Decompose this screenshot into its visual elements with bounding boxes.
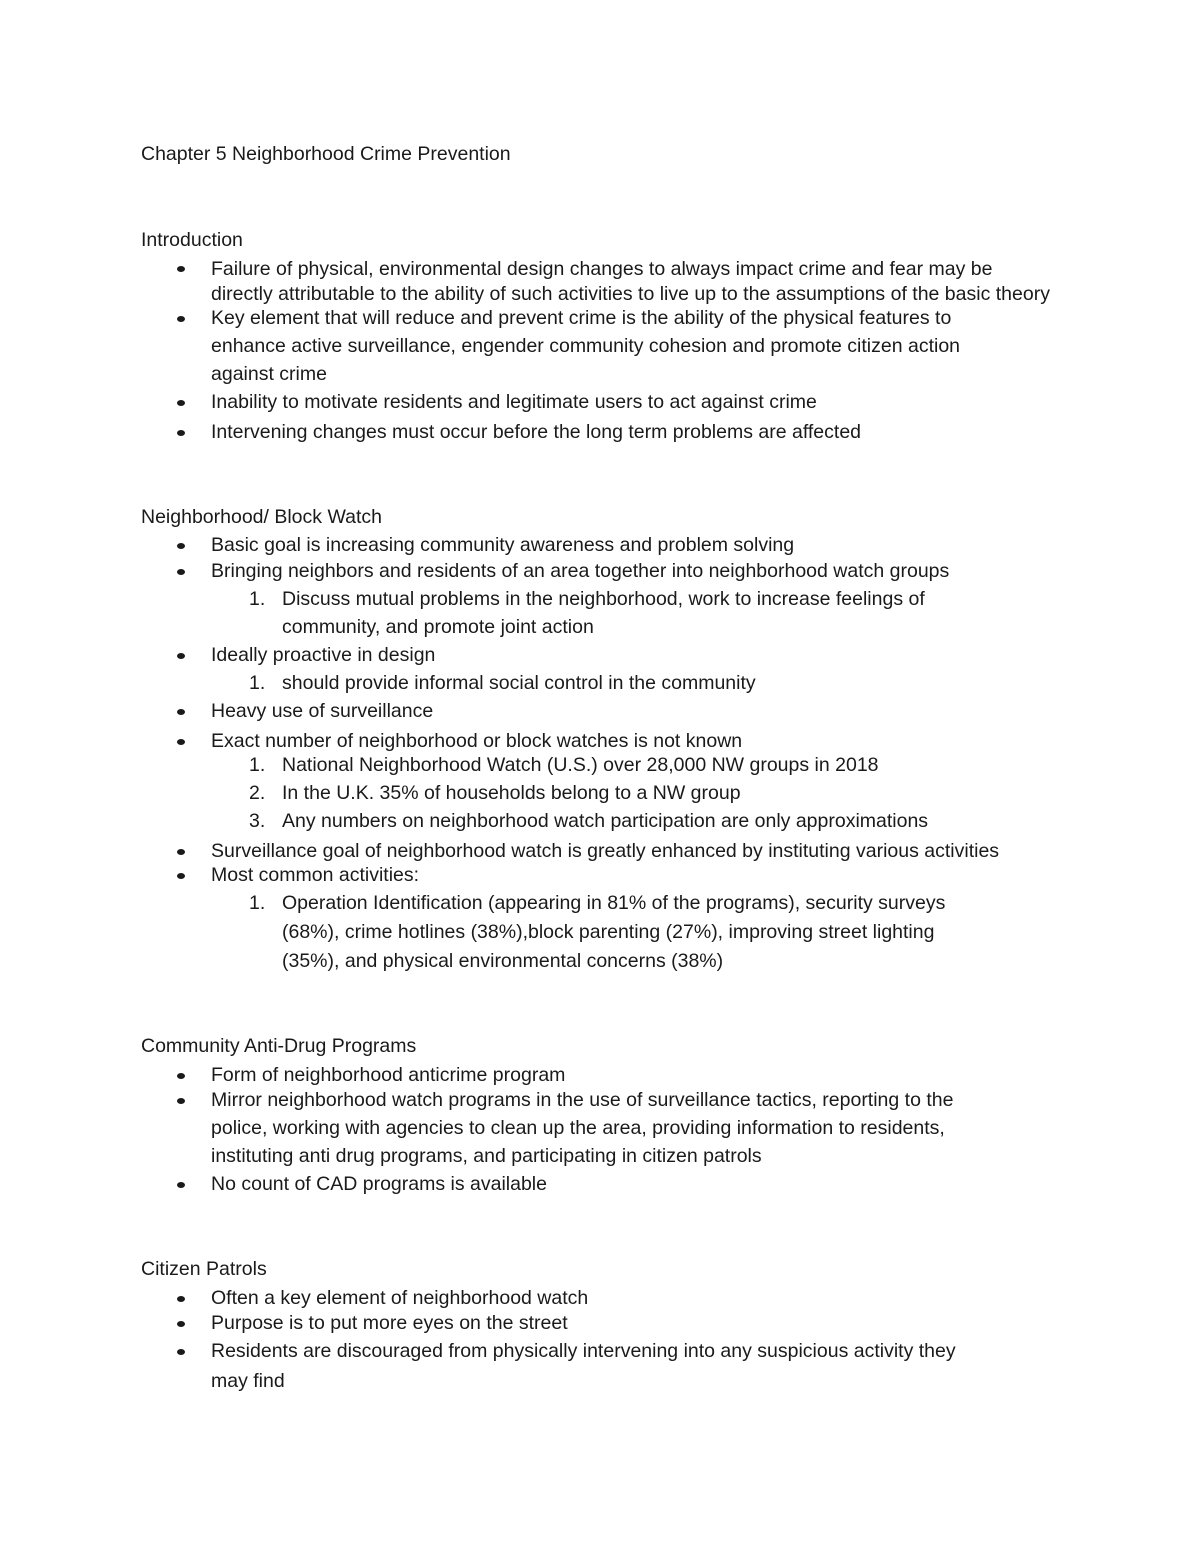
section-heading-anti-drug: Community Anti-Drug Programs (141, 1035, 417, 1057)
bullet-icon (177, 849, 185, 855)
numbered-item: should provide informal social control in the community (282, 672, 756, 694)
bullet-icon (177, 430, 185, 436)
list-number: 1. (249, 754, 266, 776)
list-item: Ideally proactive in design (211, 644, 436, 666)
list-item: Surveillance goal of neighborhood watch is greatly enhanced by instituting various activities (211, 840, 1000, 862)
numbered-item: Any numbers on neighborhood watch participation are only approximations (282, 810, 929, 832)
numbered-item-continuation: community, and promote joint action (282, 616, 594, 638)
list-number: 2. (249, 782, 266, 804)
numbered-item: Operation Identification (appearing in 81% of the programs), security surveys (282, 892, 946, 914)
list-number: 1. (249, 892, 266, 914)
list-item: Bringing neighbors and residents of an area together into neighborhood watch groups (211, 560, 950, 582)
list-item: Most common activities: (211, 864, 420, 886)
bullet-icon (177, 1098, 185, 1104)
list-item-continuation: police, working with agencies to clean up the area, providing information to residents, (211, 1117, 945, 1139)
section-heading-block-watch: Neighborhood/ Block Watch (141, 506, 382, 528)
bullet-icon (177, 1073, 185, 1079)
list-item: Mirror neighborhood watch programs in the use of surveillance tactics, reporting to the (211, 1089, 954, 1111)
numbered-item-continuation: (35%), and physical environmental concerns (38%) (282, 950, 724, 972)
bullet-icon (177, 653, 185, 659)
list-item: Often a key element of neighborhood watch (211, 1287, 589, 1309)
list-item-continuation: against crime (211, 363, 327, 385)
bullet-icon (177, 1349, 185, 1355)
list-item-continuation: directly attributable to the ability of such activities to live up to the assumptions of the basic theory (211, 283, 1050, 305)
numbered-item: In the U.K. 35% of households belong to a NW group (282, 782, 741, 804)
list-item: Heavy use of surveillance (211, 700, 434, 722)
bullet-icon (177, 1182, 185, 1188)
list-item: Intervening changes must occur before the long term problems are affected (211, 421, 862, 443)
list-item-continuation: may find (211, 1370, 285, 1392)
bullet-icon (177, 709, 185, 715)
bullet-icon (177, 266, 185, 272)
numbered-item-continuation: (68%), crime hotlines (38%),block parenting (27%), improving street lighting (282, 921, 935, 943)
list-item: Key element that will reduce and prevent crime is the ability of the physical features to (211, 307, 952, 329)
numbered-item: Discuss mutual problems in the neighborhood, work to increase feelings of (282, 588, 925, 610)
list-item: Purpose is to put more eyes on the street (211, 1312, 568, 1334)
bullet-icon (177, 1296, 185, 1302)
list-number: 3. (249, 810, 266, 832)
list-item: Inability to motivate residents and legitimate users to act against crime (211, 391, 817, 413)
bullet-icon (177, 873, 185, 879)
numbered-item: National Neighborhood Watch (U.S.) over 28,000 NW groups in 2018 (282, 754, 879, 776)
list-item-continuation: enhance active surveillance, engender community cohesion and promote citizen action (211, 335, 961, 357)
bullet-icon (177, 1321, 185, 1327)
section-heading-introduction: Introduction (141, 229, 243, 251)
bullet-icon (177, 569, 185, 575)
bullet-icon (177, 316, 185, 322)
list-item: Form of neighborhood anticrime program (211, 1064, 566, 1086)
page-title: Chapter 5 Neighborhood Crime Prevention (141, 143, 511, 165)
list-item: Residents are discouraged from physically intervening into any suspicious activity they (211, 1340, 956, 1362)
list-number: 1. (249, 588, 266, 610)
list-number: 1. (249, 672, 266, 694)
section-heading-citizen-patrols: Citizen Patrols (141, 1258, 267, 1280)
list-item: No count of CAD programs is available (211, 1173, 547, 1195)
list-item: Exact number of neighborhood or block watches is not known (211, 730, 743, 752)
bullet-icon (177, 400, 185, 406)
list-item: Basic goal is increasing community awareness and problem solving (211, 534, 795, 556)
list-item-continuation: instituting anti drug programs, and participating in citizen patrols (211, 1145, 762, 1167)
list-item: Failure of physical, environmental design changes to always impact crime and fear may be (211, 258, 993, 280)
bullet-icon (177, 739, 185, 745)
bullet-icon (177, 543, 185, 549)
